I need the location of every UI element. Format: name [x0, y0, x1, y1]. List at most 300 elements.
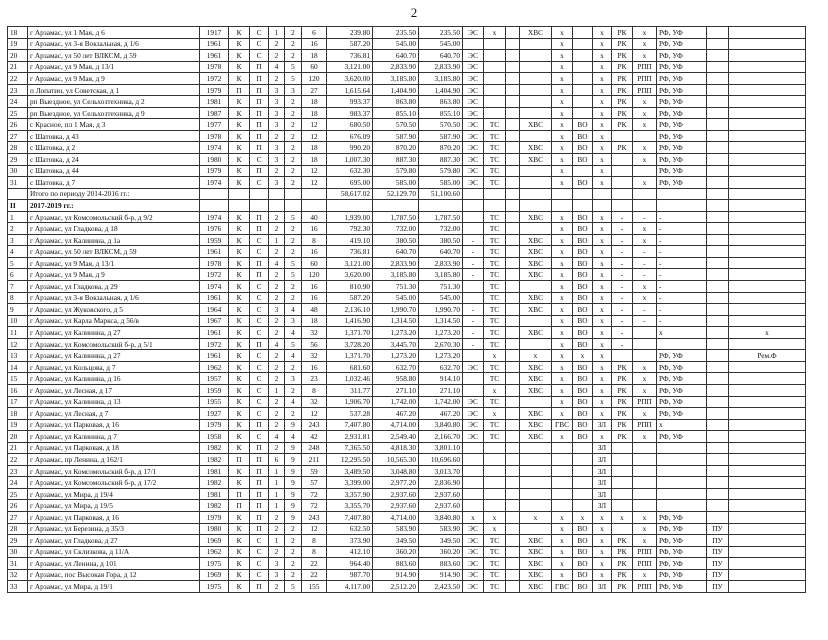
table-cell: РК: [612, 142, 633, 154]
table-cell: К: [229, 142, 250, 154]
table-cell: х: [520, 511, 552, 523]
table-cell: ТС: [484, 327, 506, 339]
table-cell: ТС: [484, 569, 506, 581]
table-cell: 18: [8, 408, 28, 420]
table-cell: С: [250, 304, 269, 316]
table-cell: ЭС: [463, 119, 484, 131]
table-cell: ТС: [484, 546, 506, 558]
table-cell: РФ, УФ: [657, 84, 707, 96]
table-cell: ТС: [484, 535, 506, 547]
table-cell: 545.00: [419, 292, 463, 304]
table-row: [8, 246, 806, 258]
table-cell: 2: [269, 419, 285, 431]
table-cell: [633, 442, 657, 454]
table-cell: [506, 442, 520, 454]
table-cell: РФ, УФ: [657, 130, 707, 142]
table-cell: РПП: [633, 396, 657, 408]
table-cell: [520, 488, 552, 500]
table-row: [8, 477, 806, 489]
table-cell: 1961: [200, 327, 229, 339]
table-cell: 10,565.30: [373, 454, 419, 466]
table-cell: 27: [8, 511, 28, 523]
table-cell: К: [229, 558, 250, 570]
table-cell: П: [250, 269, 269, 281]
table-cell: [633, 500, 657, 512]
table-cell: х: [484, 408, 506, 420]
table-cell: г Арзамас, ул Комсомольский б-р, д 17/1: [28, 465, 200, 477]
table-cell: х: [593, 234, 612, 246]
table-cell: [520, 165, 552, 177]
table-cell: -: [612, 281, 633, 293]
table-cell: [707, 96, 729, 108]
table-cell: х: [552, 107, 573, 119]
table-cell: [484, 442, 506, 454]
table-cell: 2: [285, 246, 302, 258]
table-cell: х: [593, 396, 612, 408]
table-cell: РФ, УФ: [657, 177, 707, 189]
table-cell: [552, 465, 573, 477]
table-cell: РПП: [633, 546, 657, 558]
table-cell: с Красное, пл 1 Мая, д 3: [28, 119, 200, 131]
table-cell: 2: [285, 27, 302, 39]
table-cell: 680.50: [327, 119, 373, 131]
table-cell: 12: [302, 408, 327, 420]
table-cell: 1977: [200, 119, 229, 131]
table-cell: К: [229, 569, 250, 581]
table-cell: РК: [612, 61, 633, 73]
table-cell: ПУ: [707, 558, 729, 570]
table-cell: ВО: [573, 419, 593, 431]
table-cell: 29: [8, 154, 28, 166]
table-cell: 1955: [200, 396, 229, 408]
table-cell: ТС: [484, 558, 506, 570]
table-cell: 235.50: [419, 27, 463, 39]
table-cell: ВО: [573, 558, 593, 570]
table-cell: 1982: [200, 477, 229, 489]
table-cell: ЭС: [463, 431, 484, 443]
table-cell: К: [229, 419, 250, 431]
table-cell: [506, 223, 520, 235]
table-cell: [520, 84, 552, 96]
table-cell: 7,407.80: [327, 419, 373, 431]
table-cell: 24: [8, 96, 28, 108]
table-cell: ВО: [573, 223, 593, 235]
table-cell: П: [250, 581, 269, 593]
table-cell: ПУ: [707, 569, 729, 581]
table-cell: 1,742.00: [419, 396, 463, 408]
table-cell: ВО: [573, 119, 593, 131]
table-cell: 3,185.80: [419, 73, 463, 85]
table-cell: х: [552, 511, 573, 523]
table-cell: 695.00: [327, 177, 373, 189]
table-cell: [552, 188, 573, 200]
table-cell: С: [250, 177, 269, 189]
table-cell: [729, 188, 806, 200]
table-cell: [463, 442, 484, 454]
table-cell: 10,696.60: [419, 454, 463, 466]
table-cell: [657, 338, 707, 350]
table-cell: 545.00: [419, 38, 463, 50]
table-cell: [612, 465, 633, 477]
table-cell: 1,371.70: [327, 350, 373, 362]
table-cell: РФ, УФ: [657, 535, 707, 547]
table-cell: х: [593, 246, 612, 258]
table-cell: РФ, УФ: [657, 384, 707, 396]
table-cell: С: [250, 558, 269, 570]
table-cell: 587.20: [327, 38, 373, 50]
table-cell: 1981: [200, 488, 229, 500]
table-cell: 1975: [200, 558, 229, 570]
table-cell: -: [612, 246, 633, 258]
table-cell: 349.50: [419, 535, 463, 547]
table-cell: 3: [269, 558, 285, 570]
table-cell: П: [229, 84, 250, 96]
table-cell: 18: [302, 107, 327, 119]
table-cell: [520, 281, 552, 293]
table-cell: 863.80: [373, 96, 419, 108]
table-cell: -: [612, 338, 633, 350]
table-cell: х: [633, 384, 657, 396]
table-cell: [506, 84, 520, 96]
table-cell: х: [593, 327, 612, 339]
table-cell: ЭС: [463, 50, 484, 62]
table-cell: [573, 107, 593, 119]
table-cell: С: [250, 246, 269, 258]
table-cell: 2: [269, 50, 285, 62]
table-cell: ТС: [484, 130, 506, 142]
table-cell: [612, 177, 633, 189]
table-cell: 1,990.70: [373, 304, 419, 316]
table-cell: х: [593, 384, 612, 396]
table-cell: 12: [302, 523, 327, 535]
table-cell: 120: [302, 269, 327, 281]
table-cell: [707, 465, 729, 477]
table-cell: 1975: [200, 581, 229, 593]
table-cell: 22: [302, 558, 327, 570]
table-cell: [573, 500, 593, 512]
table-row: [8, 234, 806, 246]
table-cell: 964.40: [327, 558, 373, 570]
table-cell: ВО: [573, 304, 593, 316]
table-cell: РК: [612, 73, 633, 85]
table-cell: -: [612, 315, 633, 327]
table-cell: [612, 200, 633, 212]
table-cell: -: [633, 257, 657, 269]
table-cell: 640.70: [373, 246, 419, 258]
table-cell: 13: [8, 350, 28, 362]
table-cell: [593, 200, 612, 212]
table-cell: 60: [302, 257, 327, 269]
table-cell: 632.70: [373, 361, 419, 373]
table-cell: 3: [269, 154, 285, 166]
table-cell: г Арзамас, ул Парковая, д 16: [28, 511, 200, 523]
table-cell: С: [250, 396, 269, 408]
table-cell: [729, 200, 806, 212]
table-cell: [506, 315, 520, 327]
table-cell: 12: [302, 177, 327, 189]
table-cell: х: [633, 431, 657, 443]
table-cell: К: [229, 130, 250, 142]
table-cell: ВО: [573, 246, 593, 258]
table-cell: 983.37: [327, 107, 373, 119]
table-row: [8, 73, 806, 85]
table-cell: ВО: [573, 408, 593, 420]
table-cell: ХВС: [520, 142, 552, 154]
table-cell: 987.70: [327, 569, 373, 581]
table-cell: х: [593, 361, 612, 373]
table-cell: [506, 535, 520, 547]
table-cell: [707, 281, 729, 293]
table-cell: ТС: [484, 246, 506, 258]
table-cell: 271.10: [373, 384, 419, 396]
table-cell: [484, 73, 506, 85]
table-cell: [484, 38, 506, 50]
table-cell: ЭС: [463, 154, 484, 166]
table-row: [8, 96, 806, 108]
table-cell: [484, 50, 506, 62]
table-cell: 3,185.80: [419, 269, 463, 281]
table-cell: ВО: [573, 361, 593, 373]
table-cell: 1,273.20: [373, 327, 419, 339]
table-cell: 3,013.70: [419, 465, 463, 477]
table-cell: 2: [269, 350, 285, 362]
table-cell: ХВС: [520, 304, 552, 316]
table-cell: 587.20: [327, 292, 373, 304]
table-cell: РФ, УФ: [657, 350, 707, 362]
table-cell: 2017-2019 гг.:: [28, 200, 200, 212]
table-cell: [707, 130, 729, 142]
table-cell: 18: [302, 142, 327, 154]
table-cell: х: [593, 130, 612, 142]
table-cell: РК: [612, 38, 633, 50]
table-cell: К: [229, 96, 250, 108]
table-cell: 52,129.70: [373, 188, 419, 200]
table-cell: [552, 454, 573, 466]
table-cell: [707, 361, 729, 373]
table-cell: 9: [8, 304, 28, 316]
table-cell: ХВС: [520, 581, 552, 593]
table-cell: [707, 188, 729, 200]
table-row: [8, 338, 806, 350]
table-cell: -: [657, 234, 707, 246]
table-cell: К: [229, 535, 250, 547]
table-cell: С: [250, 361, 269, 373]
table-cell: П: [250, 511, 269, 523]
table-cell: РФ, УФ: [657, 431, 707, 443]
table-cell: [520, 73, 552, 85]
table-cell: [707, 373, 729, 385]
table-cell: ТС: [484, 269, 506, 281]
table-cell: [229, 200, 250, 212]
table-cell: 28: [8, 142, 28, 154]
table-cell: [633, 200, 657, 212]
table-cell: х: [552, 234, 573, 246]
table-cell: ЭС: [463, 581, 484, 593]
table-cell: 2: [269, 523, 285, 535]
table-cell: [707, 154, 729, 166]
table-cell: 2: [285, 361, 302, 373]
table-cell: 51,100.60: [419, 188, 463, 200]
table-cell: г Арзамас, ул Калинина, д 27: [28, 350, 200, 362]
table-row: [8, 269, 806, 281]
table-cell: 1,939.00: [327, 211, 373, 223]
table-cell: г Арзамас, ул Калинина, д 13: [28, 396, 200, 408]
table-cell: [657, 488, 707, 500]
table-cell: 732.00: [373, 223, 419, 235]
table-cell: П: [250, 73, 269, 85]
table-cell: -: [463, 269, 484, 281]
table-cell: х: [633, 408, 657, 420]
table-cell: 16: [302, 361, 327, 373]
table-cell: [707, 304, 729, 316]
table-cell: С: [250, 327, 269, 339]
table-cell: [729, 338, 806, 350]
table-cell: 8: [302, 535, 327, 547]
table-cell: ЗЛ: [593, 500, 612, 512]
table-cell: ВО: [573, 384, 593, 396]
table-cell: 632.70: [419, 361, 463, 373]
table-cell: 1959: [200, 384, 229, 396]
table-cell: [484, 107, 506, 119]
table-cell: ХВС: [520, 246, 552, 258]
table-cell: х: [552, 73, 573, 85]
table-cell: ВО: [573, 315, 593, 327]
table-cell: 1961: [200, 50, 229, 62]
table-cell: г Арзамас, ул Мира, д 19/5: [28, 500, 200, 512]
table-cell: [729, 569, 806, 581]
table-cell: [707, 223, 729, 235]
table-cell: 1,314.50: [419, 315, 463, 327]
table-cell: 1,787.50: [373, 211, 419, 223]
table-cell: с Шатовка, д 24: [28, 154, 200, 166]
table-cell: 10: [8, 315, 28, 327]
table-cell: К: [229, 315, 250, 327]
table-cell: С: [250, 281, 269, 293]
table-cell: [657, 200, 707, 212]
table-cell: [373, 200, 419, 212]
table-cell: г Арзамас, ул Парковая, д 16: [28, 419, 200, 431]
table-cell: 751.30: [373, 281, 419, 293]
table-cell: К: [229, 269, 250, 281]
table-cell: [506, 107, 520, 119]
table-cell: К: [229, 246, 250, 258]
table-cell: [657, 442, 707, 454]
table-cell: [729, 477, 806, 489]
table-cell: [506, 500, 520, 512]
table-cell: 380.50: [419, 234, 463, 246]
table-cell: [506, 327, 520, 339]
table-cell: П: [250, 500, 269, 512]
table-cell: 6: [8, 269, 28, 281]
table-cell: 632.30: [327, 165, 373, 177]
table-cell: г Арзамас, ул Склизкова, д 11/А: [28, 546, 200, 558]
table-cell: [520, 465, 552, 477]
table-cell: 1962: [200, 361, 229, 373]
table-cell: [729, 165, 806, 177]
table-cell: [707, 315, 729, 327]
table-cell: ЭС: [463, 361, 484, 373]
table-cell: -: [657, 223, 707, 235]
table-cell: 18: [302, 315, 327, 327]
table-cell: х: [633, 223, 657, 235]
table-cell: К: [229, 154, 250, 166]
table-cell: РФ, УФ: [657, 408, 707, 420]
table-cell: РК: [612, 373, 633, 385]
table-cell: 1967: [200, 315, 229, 327]
table-cell: -: [463, 257, 484, 269]
table-cell: 3,355.70: [327, 500, 373, 512]
table-cell: 6: [302, 27, 327, 39]
table-cell: г Арзамас, ул Гладкова, д 27: [28, 535, 200, 547]
table-cell: [8, 188, 28, 200]
table-cell: ТС: [484, 154, 506, 166]
table-cell: П: [250, 165, 269, 177]
table-cell: 1981: [200, 96, 229, 108]
table-cell: 632.50: [327, 523, 373, 535]
table-cell: 3,185.80: [373, 73, 419, 85]
table-cell: РФ, УФ: [657, 558, 707, 570]
table-cell: 155: [302, 581, 327, 593]
table-cell: 640.70: [373, 50, 419, 62]
table-row: [8, 419, 806, 431]
table-cell: [302, 200, 327, 212]
table-cell: [484, 500, 506, 512]
table-cell: х: [552, 535, 573, 547]
table-cell: 2: [285, 119, 302, 131]
table-cell: [707, 431, 729, 443]
table-cell: [506, 292, 520, 304]
table-cell: с Шатовка, д 7: [28, 177, 200, 189]
table-cell: 22: [302, 569, 327, 581]
table-cell: 1978: [200, 61, 229, 73]
table-cell: К: [229, 396, 250, 408]
table-cell: [520, 338, 552, 350]
table-cell: 6: [269, 454, 285, 466]
table-cell: х: [552, 569, 573, 581]
table-cell: 56: [302, 338, 327, 350]
table-cell: ВО: [573, 338, 593, 350]
table-cell: [484, 84, 506, 96]
table-cell: 2: [285, 50, 302, 62]
table-row: [8, 119, 806, 131]
table-cell: 1981: [200, 465, 229, 477]
table-cell: ВО: [573, 177, 593, 189]
table-cell: рп Выездное, ул Сельхозтехника, д 9: [28, 107, 200, 119]
table-cell: 855.10: [373, 107, 419, 119]
table-cell: [520, 61, 552, 73]
table-cell: [285, 188, 302, 200]
table-cell: [729, 38, 806, 50]
table-cell: х: [593, 292, 612, 304]
table-cell: 31: [8, 177, 28, 189]
table-cell: 15: [8, 373, 28, 385]
table-cell: С: [250, 535, 269, 547]
table-cell: х: [593, 38, 612, 50]
table-cell: [506, 73, 520, 85]
table-cell: II: [8, 200, 28, 212]
table-cell: [250, 200, 269, 212]
table-cell: [612, 523, 633, 535]
table-cell: -: [633, 315, 657, 327]
table-cell: ПУ: [707, 546, 729, 558]
table-cell: х: [484, 27, 506, 39]
table-cell: ХВС: [520, 569, 552, 581]
table-cell: 993.37: [327, 96, 373, 108]
table-cell: ТС: [484, 119, 506, 131]
table-cell: РФ, УФ: [657, 96, 707, 108]
table-cell: [506, 96, 520, 108]
table-cell: 12,295.50: [327, 454, 373, 466]
